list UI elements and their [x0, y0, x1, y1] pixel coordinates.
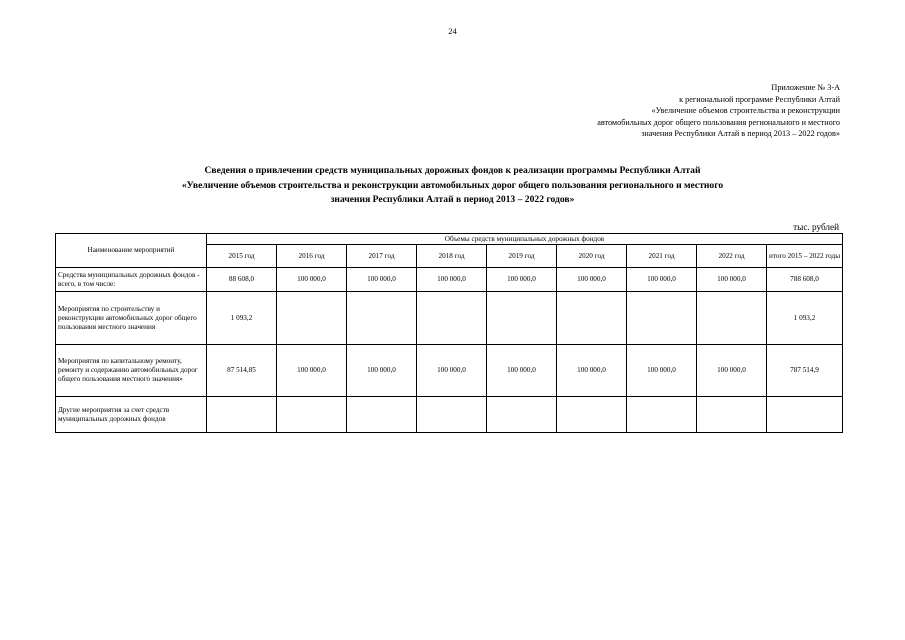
- table-cell: [347, 397, 417, 433]
- table-cell: 100 000,0: [347, 345, 417, 397]
- unit-label: тыс. рублей: [793, 222, 839, 232]
- table-row: [56, 268, 843, 292]
- table-cell: [417, 397, 487, 433]
- table-row: [56, 292, 843, 345]
- table-cell: [697, 397, 767, 433]
- appendix-line: «Увеличение объемов строительства и реконструкции: [651, 106, 840, 115]
- year-header: 2022 год: [697, 245, 767, 268]
- year-header: 2018 год: [417, 245, 487, 268]
- title-line: «Увеличение объемов строительства и реконструкции автомобильных дорог общего пользования регионального и местного: [181, 179, 724, 191]
- year-header: 2015 год: [207, 245, 277, 268]
- table-cell: 100 000,0: [487, 268, 557, 292]
- table-cell: 100 000,0: [487, 345, 557, 397]
- year-header: 2019 год: [487, 245, 557, 268]
- title-line: значения Республики Алтай в период 2013 – 2022 годов»: [330, 194, 575, 205]
- table-cell: 100 000,0: [627, 268, 697, 292]
- name-column-header: Наименование мероприятий: [56, 234, 207, 268]
- row-name: Мероприятия по капитальному ремонту, ремонту и содержанию автомобильных дорог общего пользования местного значения»: [56, 345, 207, 397]
- table-cell: [417, 292, 487, 345]
- total-header: итого 2015 – 2022 годы: [767, 245, 843, 268]
- page-number: 24: [448, 26, 457, 36]
- table-row: [56, 345, 843, 397]
- table-cell: 100 000,0: [697, 345, 767, 397]
- funds-table: [55, 233, 843, 433]
- table-cell: [277, 292, 347, 345]
- appendix-header: [510, 82, 840, 140]
- table-cell: 88 608,0: [207, 268, 277, 292]
- appendix-line: Приложение № 3-А: [771, 83, 840, 92]
- table-cell: [347, 292, 417, 345]
- row-name: Средства муниципальных дорожных фондов - всего, в том числе:: [56, 268, 207, 292]
- total-cell: 787 514,9: [767, 345, 843, 397]
- document-title: [60, 164, 845, 208]
- total-cell: 788 608,0: [767, 268, 843, 292]
- table-cell: 100 000,0: [557, 345, 627, 397]
- table-cell: [487, 292, 557, 345]
- table-cell: 1 093,2: [207, 292, 277, 345]
- table-row: [56, 397, 843, 433]
- row-name: Мероприятия по строительству и реконструкции автомобильных дорог общего пользования местного значения: [56, 292, 207, 345]
- year-header: 2017 год: [347, 245, 417, 268]
- table-cell: [207, 397, 277, 433]
- table-cell: 100 000,0: [627, 345, 697, 397]
- year-header: 2016 год: [277, 245, 347, 268]
- appendix-line: автомобильных дорог общего пользования регионального и местного: [597, 117, 840, 127]
- total-cell: 1 093,2: [767, 292, 843, 345]
- table-cell: 100 000,0: [557, 268, 627, 292]
- table-cell: 87 514,85: [207, 345, 277, 397]
- table-cell: [487, 397, 557, 433]
- table-cell: 100 000,0: [417, 268, 487, 292]
- table-cell: 100 000,0: [277, 345, 347, 397]
- year-header: 2020 год: [557, 245, 627, 268]
- table-header-row: [56, 234, 843, 245]
- table-cell: 100 000,0: [697, 268, 767, 292]
- title-line: Сведения о привлечении средств муниципальных дорожных фондов к реализации программы Республики Алтай: [204, 165, 701, 176]
- table-cell: 100 000,0: [277, 268, 347, 292]
- total-cell: [767, 397, 843, 433]
- table-cell: [557, 397, 627, 433]
- table-cell: [627, 292, 697, 345]
- table-cell: [627, 397, 697, 433]
- row-name: Другие мероприятия за счет средств муниципальных дорожных фондов: [56, 397, 207, 433]
- appendix-line: к региональной программе Республики Алтай: [679, 94, 840, 104]
- appendix-line: значения Республики Алтай в период 2013 – 2022 годов»: [641, 129, 840, 138]
- table-cell: 100 000,0: [417, 345, 487, 397]
- table-cell: 100 000,0: [347, 268, 417, 292]
- table-cell: [277, 397, 347, 433]
- group-header: Объемы средств муниципальных дорожных фондов: [207, 234, 843, 245]
- table-cell: [697, 292, 767, 345]
- table-cell: [557, 292, 627, 345]
- year-header: 2021 год: [627, 245, 697, 268]
